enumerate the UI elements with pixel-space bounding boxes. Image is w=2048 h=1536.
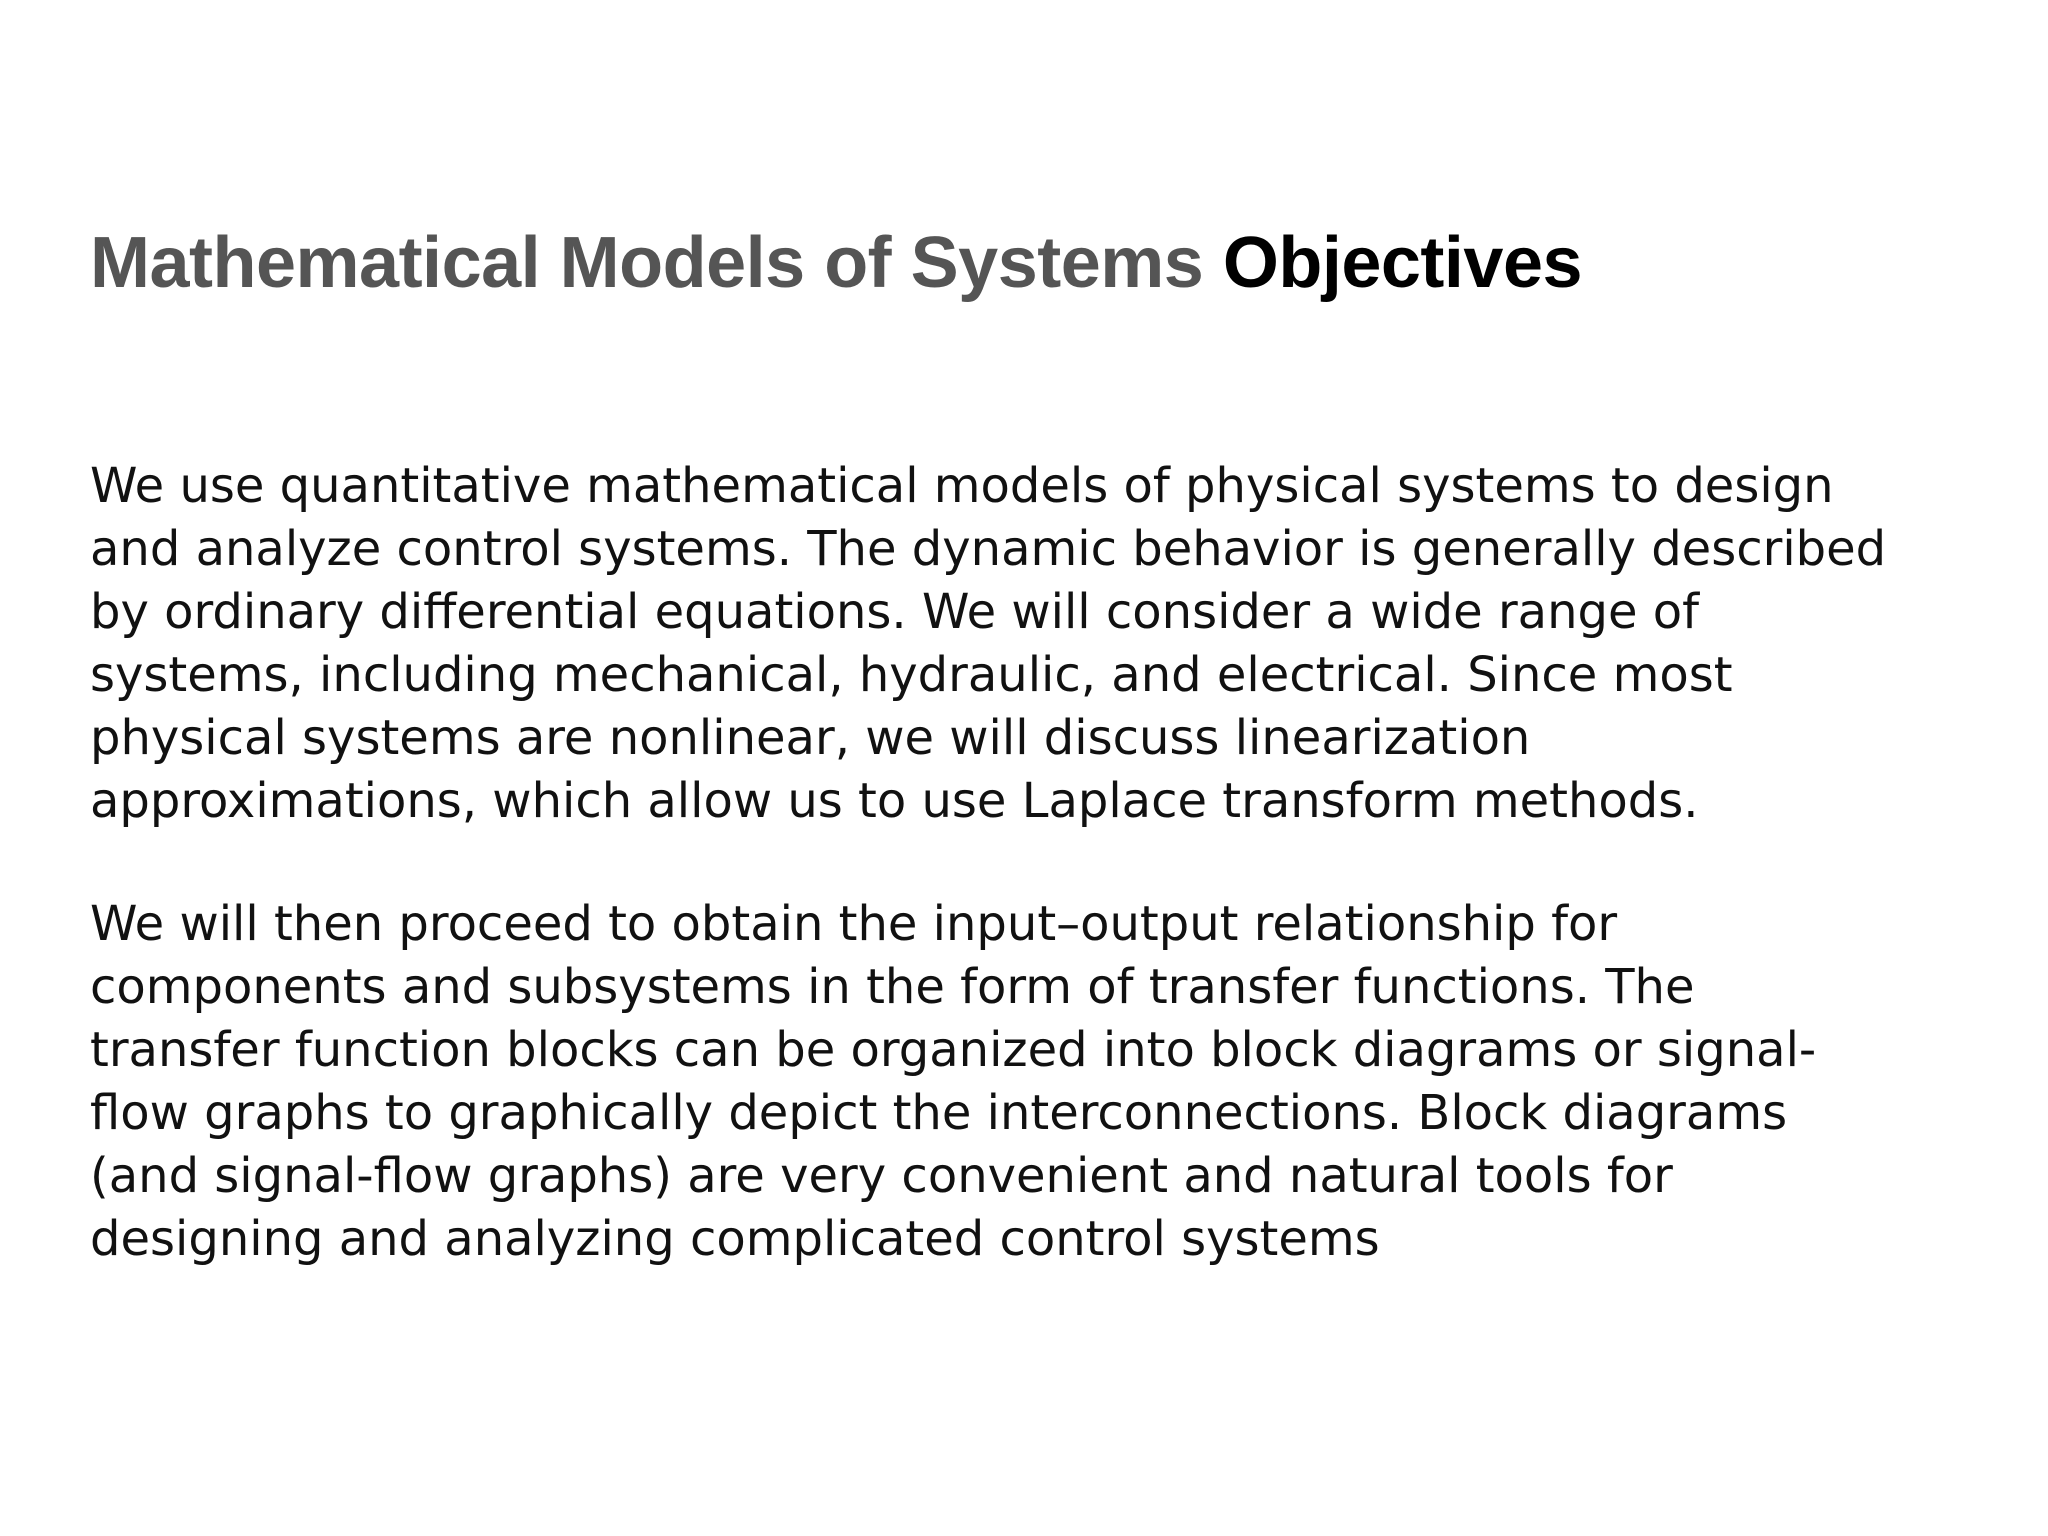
body-paragraph-1: We use quantitative mathematical models of physical systems to design and analyze control systems. The dynamic behavior is generally described by ordinary differential equations. We will consider a wide range of systems, including mechanical, hydraulic, and electrical. Since most physical systems are nonlinear, we will discuss linearization approximations, which allow us to use Laplace transform methods.: [90, 458, 1887, 829]
body-paragraph-2: We will then proceed to obtain the input–output relationship for components and subsystems in the form of transfer functions. The transfer function blocks can be organized into block diagrams or signal- flow graphs to graphically depict the interconnections. Block diagrams (and signal-flow graphs) are very convenient and natural tools for designing and analyzing complicated control systems: [90, 896, 1817, 1267]
slide-body: [90, 455, 1950, 1271]
slide-title: [90, 218, 1582, 308]
title-objectives: Objectives: [1222, 223, 1583, 303]
title-topic: Mathematical Models of Systems: [90, 223, 1204, 303]
